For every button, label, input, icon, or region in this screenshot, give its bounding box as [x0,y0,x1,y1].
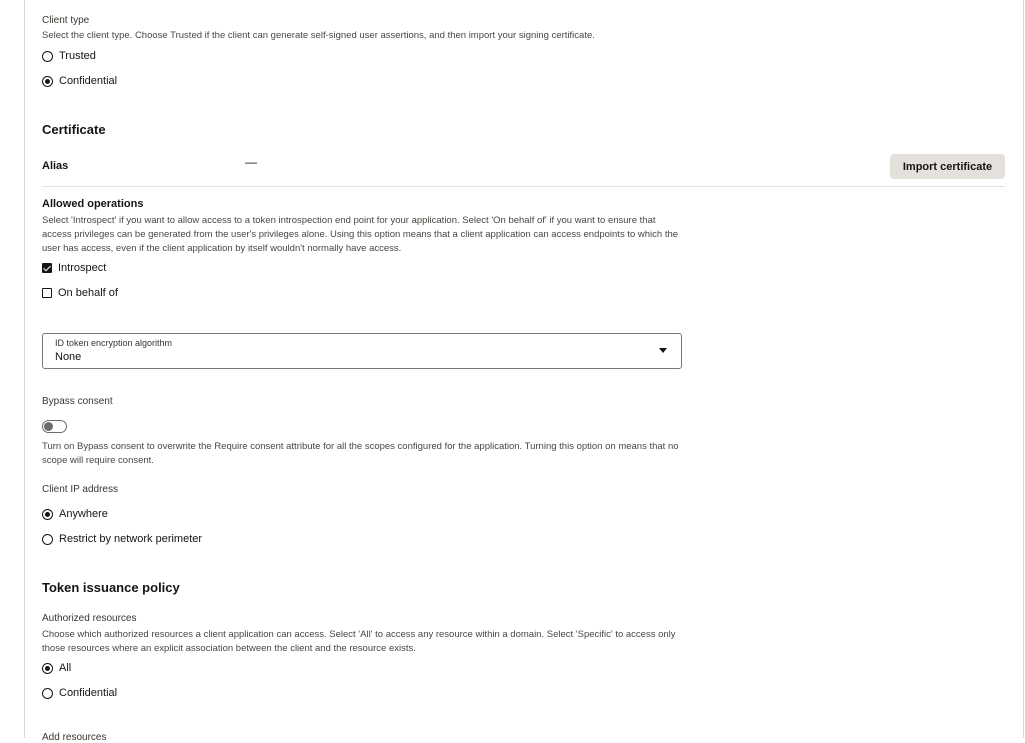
divider [42,186,1005,187]
radio-label: Restrict by network perimeter [59,533,203,545]
client-type-label: Client type [42,15,90,26]
radio-confidential[interactable] [42,75,117,87]
checkbox-label: Introspect [58,262,107,274]
authorized-resources-label: Authorized resources [42,613,137,624]
add-resources-label: Add resources [42,732,107,743]
select-label: ID token encryption algorithm [55,338,173,348]
radio-trusted[interactable] [42,50,96,62]
caret-down-icon[interactable] [659,348,667,354]
client-type-description: Select the client type. Choose Trusted if the client can generate self-signed user assertions, and then import your signing certificate. [42,30,595,41]
checkbox-icon[interactable] [42,288,52,298]
radio-icon[interactable] [42,688,53,699]
import-certificate-button[interactable]: Import certificate [890,154,1005,179]
client-ip-label: Client IP address [42,484,118,495]
allowed-operations-label: Allowed operations [42,198,144,210]
checkbox-introspect[interactable] [42,262,106,274]
checkbox-on-behalf-of[interactable] [42,287,118,299]
radio-icon[interactable] [42,51,53,62]
allowed-operations-description: Select 'Introspect' if you want to allow access to a token introspection end point for your application. Select 'On behalf of' if you want to ensure that access privileges can be generated from the user's privileges alone. Using this option means that a client application can access endpoints to which the user has access, even if the client application by itself wouldn't normally have access. [42,215,679,254]
certificate-title: Certificate [42,122,106,137]
checkbox-label: On behalf of [58,287,118,299]
checkbox-checked-icon[interactable] [42,263,52,273]
token-issuance-policy-title: Token issuance policy [42,580,180,595]
radio-label: Anywhere [59,508,108,520]
radio-selected-icon[interactable] [42,663,53,674]
radio-label: Confidential [59,687,118,699]
bypass-consent-label: Bypass consent [42,396,113,407]
radio-label: Confidential [59,75,118,87]
bypass-consent-toggle[interactable] [42,420,67,433]
radio-selected-icon[interactable] [42,76,53,87]
radio-confidential-resources[interactable] [42,687,117,699]
toggle-knob [44,422,53,431]
radio-icon[interactable] [42,534,53,545]
bypass-consent-description: Turn on Bypass consent to overwrite the Require consent attribute for all the scopes configured for the application. Turning this option on means that no scope will require consent. [42,441,679,466]
radio-anywhere[interactable] [42,508,108,520]
radio-label: Trusted [59,50,96,62]
radio-selected-icon[interactable] [42,509,53,520]
radio-restrict-network[interactable] [42,533,202,545]
id-token-encryption-select[interactable] [42,333,682,369]
authorized-resources-description: Choose which authorized resources a client application can access. Select 'All' to access any resource within a domain. Select 'Specific' to access only those resources where an explicit association between the client and the resource exists. [42,629,676,654]
alias-value: — [245,155,257,169]
select-value: None [55,351,82,363]
alias-label: Alias [42,160,69,172]
radio-all[interactable] [42,662,71,674]
radio-label: All [59,662,72,674]
